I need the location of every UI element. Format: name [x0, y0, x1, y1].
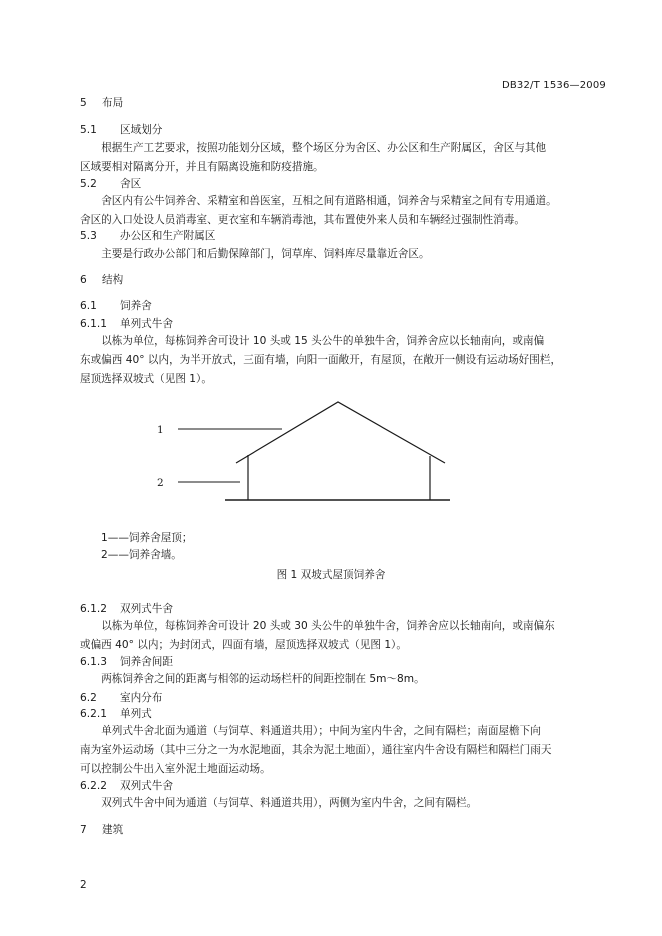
heading-6-1: 6.1 饲养舍 — [80, 300, 152, 312]
figure-label-1: 1 — [157, 424, 164, 436]
heading-5-2: 5.2 舍区 — [80, 178, 142, 190]
paragraph-6-1-2: 以栋为单位，每栋饲养舍可设计 20 头或 30 头公牛的单独牛舍，饲养舍应以长轴南向，或南偏东 或偏西 40° 以内；为封闭式，四面有墙，屋顶选择双坡式（见图 1）。 — [80, 620, 555, 651]
page-number: 2 — [80, 879, 87, 891]
legend-2: 2——饲养舍墙。 — [101, 549, 182, 561]
paragraph-6-2-1: 单列式牛舍北面为通道（与饲草、料通道共用）；中间为室内牛舍，之间有隔栏；南面屋檐下向 南为室外运动场（其中三分之一为水泥地面，其余为泥土地面），通往室内牛舍设有隔栏和隔栏门雨天 可以控制公牛出入室外泥土地面运动场。 — [80, 725, 552, 775]
paragraph-6-1-1: 以栋为单位，每栋饲养舍可设计 10 头或 15 头公牛的单独牛舍，饲养舍应以长轴南向，或南偏 东或偏西 40° 以内，为半开放式，三面有墙，向阳一面敞开，有屋顶，在敞开一侧设有运动场好围栏， 屋顶选择双坡式（见图 1）。 — [80, 335, 562, 385]
figure-caption: 图 1 双坡式屋顶饲养舍 — [276, 569, 386, 581]
heading-6-2-2: 6.2.2 双列式牛舍 — [80, 780, 173, 792]
heading-5: 5 布局 — [80, 97, 124, 109]
paragraph-6-1-3: 两栋饲养舍之间的距离与相邻的运动场栏杆的间距控制在 5m～8m。 — [101, 673, 425, 685]
heading-5-3: 5.3 办公区和生产附属区 — [80, 230, 216, 242]
heading-5-1: 5.1 区域划分 — [80, 124, 163, 136]
heading-6-1-2: 6.1.2 双列式牛舍 — [80, 603, 173, 615]
standard-code: DB32/T 1536—2009 — [501, 80, 606, 91]
heading-6: 6 结构 — [80, 274, 124, 286]
heading-6-2: 6.2 室内分布 — [80, 692, 163, 704]
heading-6-1-1: 6.1.1 单列式牛舍 — [80, 318, 173, 330]
heading-6-1-3: 6.1.3 饲养舍间距 — [80, 656, 173, 668]
roof-line — [236, 402, 445, 463]
paragraph-5-2: 舍区内有公牛饲养舍、采精室和兽医室，互相之间有道路相通，饲养舍与采精室之间有专用通道。 舍区的入口处设人员消毒室、更衣室和车辆消毒池，其布置使外来人员和车辆经过强制性消毒。 — [80, 195, 557, 226]
legend-1: 1——饲养舍屋顶； — [101, 532, 193, 544]
paragraph-5-3: 主要是行政办公部门和后勤保障部门，饲草库、饲料库尽量靠近舍区。 — [101, 248, 430, 260]
figure-label-2: 2 — [157, 477, 164, 489]
paragraph-5-1: 根据生产工艺要求，按照功能划分区域，整个场区分为舍区、办公区和生产附属区，舍区与其他 区域要相对隔离分开，并且有隔离设施和防疫措施。 — [80, 142, 547, 173]
heading-6-2-1: 6.2.1 单列式 — [80, 708, 152, 720]
heading-7: 7 建筑 — [80, 824, 124, 836]
paragraph-6-2-2: 双列式牛舍中间为通道（与饲草、料通道共用），两侧为室内牛舍，之间有隔栏。 — [101, 797, 478, 809]
